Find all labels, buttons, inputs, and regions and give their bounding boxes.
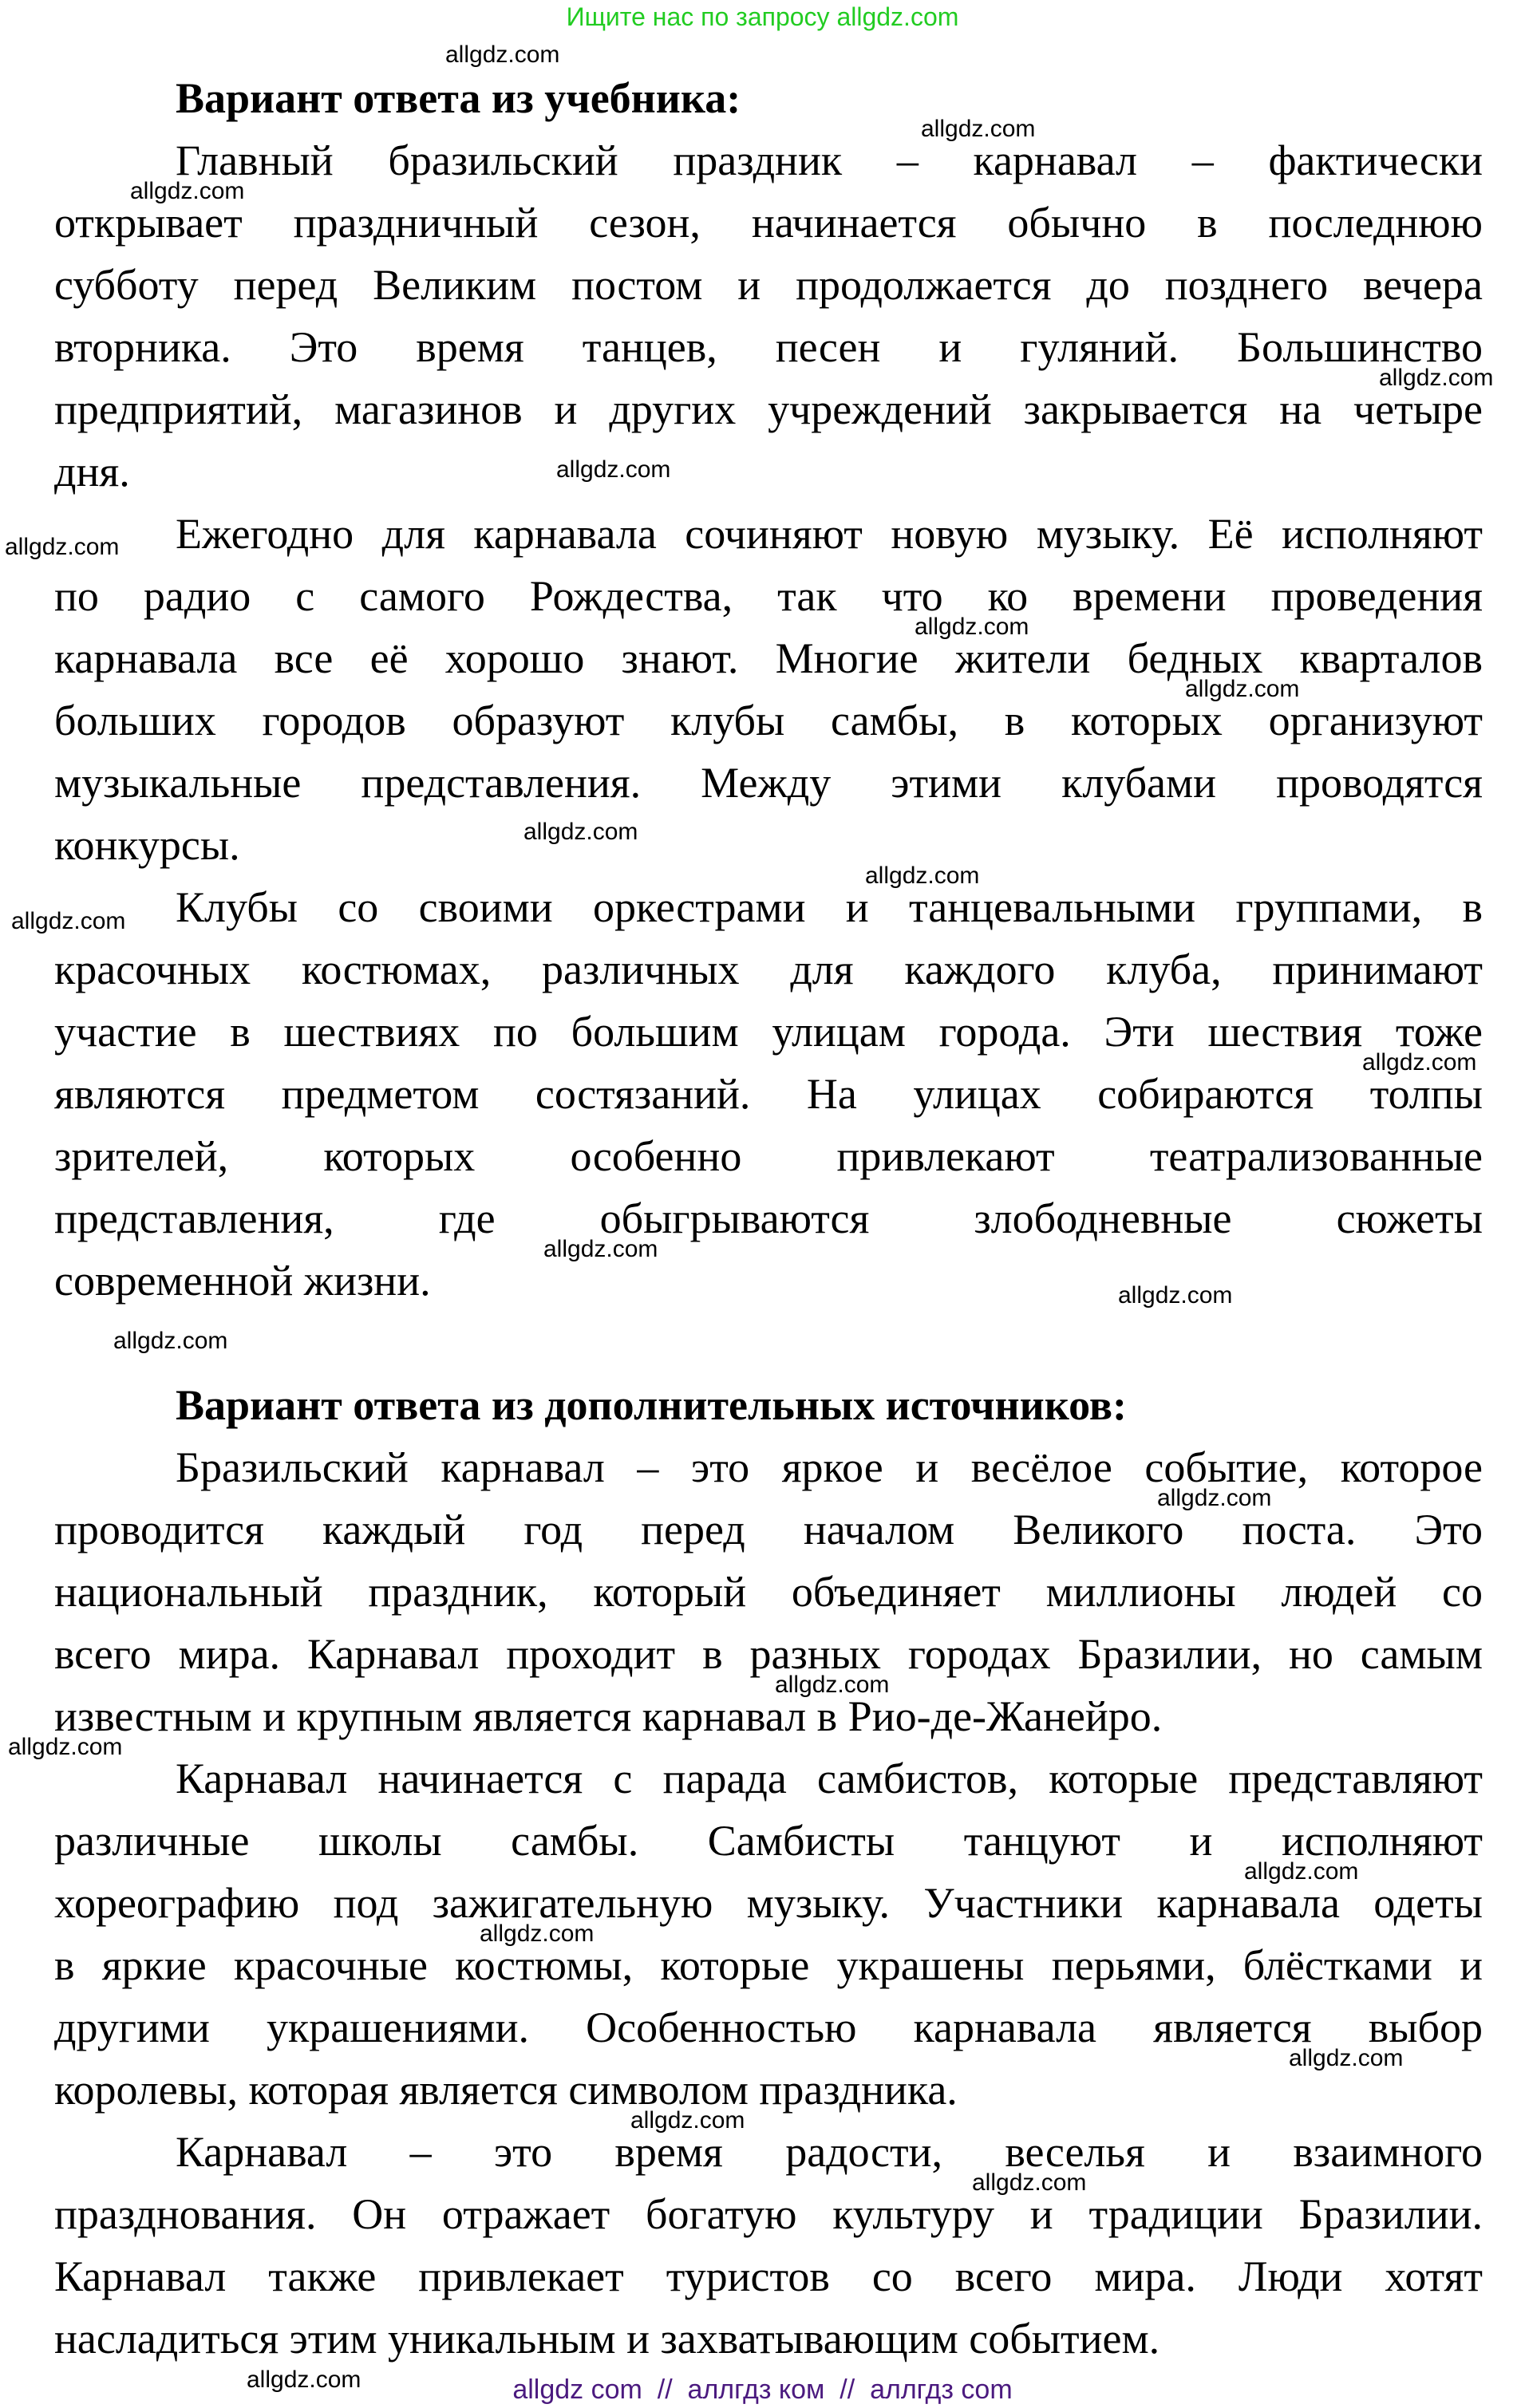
text-line: всего мира. Карнавал проходит в разных городах Бразилии, но самым [54, 1630, 1483, 1678]
watermark: allgdz.com [921, 116, 1036, 142]
text-line: Клубы со своими оркестрами и танцевальными группами, в [176, 883, 1483, 931]
watermark: allgdz.com [630, 2107, 745, 2134]
text-line: королевы, которая является символом праздника. [54, 2066, 958, 2114]
text-line: насладиться этим уникальным и захватывающим событием. [54, 2315, 1160, 2363]
text-line: Бразильский карнавал – это яркое и весёлое событие, которое [176, 1443, 1483, 1491]
text-line: Карнавал также привлекает туристов со всего мира. Люди хотят [54, 2252, 1483, 2300]
text-line: красочных костюмах, различных для каждого клуба, принимают [54, 945, 1483, 993]
watermark: allgdz.com [1185, 676, 1300, 702]
text-line: представления, где обыгрываются злободневные сюжеты [54, 1194, 1483, 1242]
text-line: Карнавал начинается с парада самбистов, которые представляют [176, 1755, 1483, 1802]
watermark: allgdz.com [865, 863, 980, 889]
document-body [54, 67, 1483, 2370]
watermark: allgdz.com [1379, 365, 1494, 391]
watermark: allgdz.com [445, 41, 560, 68]
watermark: allgdz.com [972, 2169, 1087, 2196]
text-line: Карнавал – это время радости, веселья и взаимного [176, 2128, 1483, 2176]
watermark: allgdz.com [543, 1236, 658, 1262]
watermark: allgdz.com [915, 614, 1029, 640]
watermark: allgdz.com [11, 908, 126, 934]
text-line: современной жизни. [54, 1257, 431, 1305]
section-heading: Вариант ответа из дополнительных источников: [176, 1381, 1127, 1429]
footer-links[interactable]: allgdz com // аллгдз ком // аллгдз com [512, 2374, 1013, 2405]
watermark: allgdz.com [480, 1920, 595, 1947]
watermark: allgdz.com [1362, 1049, 1477, 1076]
text-line: Главный бразильский праздник – карнавал – фактически [176, 136, 1483, 184]
watermark: allgdz.com [1289, 2045, 1404, 2071]
text-line: вторника. Это время танцев, песен и гуляний. Большинство [54, 323, 1483, 371]
text-line: участие в шествиях по большим улицам города. Эти шествия тоже [54, 1008, 1483, 1056]
watermark: allgdz.com [1118, 1282, 1233, 1309]
text-line: открывает праздничный сезон, начинается обычно в последнюю [54, 199, 1483, 247]
watermark: allgdz.com [5, 534, 120, 560]
text-line: национальный праздник, который объединяет миллионы людей со [54, 1568, 1483, 1616]
text-line: хореографию под зажигательную музыку. Участники карнавала одеты [54, 1879, 1483, 1927]
text-line: проводится каждый год перед началом Великого поста. Это [54, 1506, 1483, 1553]
watermark: allgdz.com [130, 178, 245, 204]
text-line: другими украшениями. Особенностью карнавала является выбор [54, 2003, 1483, 2051]
watermark: allgdz.com [1157, 1485, 1272, 1511]
watermark: allgdz.com [1244, 1858, 1359, 1885]
text-line: музыкальные представления. Между этими клубами проводятся [54, 759, 1483, 807]
watermark: allgdz.com [113, 1328, 228, 1354]
text-line: конкурсы. [54, 821, 240, 869]
text-line: являются предметом состязаний. На улицах собираются толпы [54, 1070, 1483, 1118]
text-line: предприятий, магазинов и других учреждений закрывается на четыре [54, 385, 1483, 433]
watermark: allgdz.com [247, 2367, 361, 2393]
text-line: карнавала все её хорошо знают. Многие жители бедных кварталов [54, 634, 1483, 682]
watermark: allgdz.com [523, 819, 638, 845]
text-line: Ежегодно для карнавала сочиняют новую музыку. Её исполняют [176, 510, 1483, 558]
text-line: дня. [54, 448, 130, 495]
text-line: известным и крупным является карнавал в Рио-де-Жанейро. [54, 1692, 1163, 1740]
text-line: в яркие красочные костюмы, которые украшены перьями, блёстками и [54, 1941, 1483, 1989]
search-hint-banner: Ищите нас по запросу allgdz.com [566, 2, 959, 31]
text-line: больших городов образуют клубы самбы, в которых организуют [54, 697, 1483, 744]
watermark: allgdz.com [556, 456, 671, 483]
text-line: по радио с самого Рождества, так что ко времени проведения [54, 572, 1483, 620]
text-line: празднования. Он отражает богатую культуру и традиции Бразилии. [54, 2190, 1483, 2238]
watermark: allgdz.com [775, 1672, 890, 1698]
text-line: зрителей, которых особенно привлекают театрализованные [54, 1132, 1483, 1180]
blank-line [54, 1312, 1483, 1374]
text-line: различные школы самбы. Самбисты танцуют и исполняют [54, 1817, 1483, 1865]
section-heading: Вариант ответа из учебника: [176, 74, 741, 122]
watermark: allgdz.com [8, 1734, 123, 1760]
text-line: субботу перед Великим постом и продолжается до позднего вечера [54, 261, 1483, 309]
